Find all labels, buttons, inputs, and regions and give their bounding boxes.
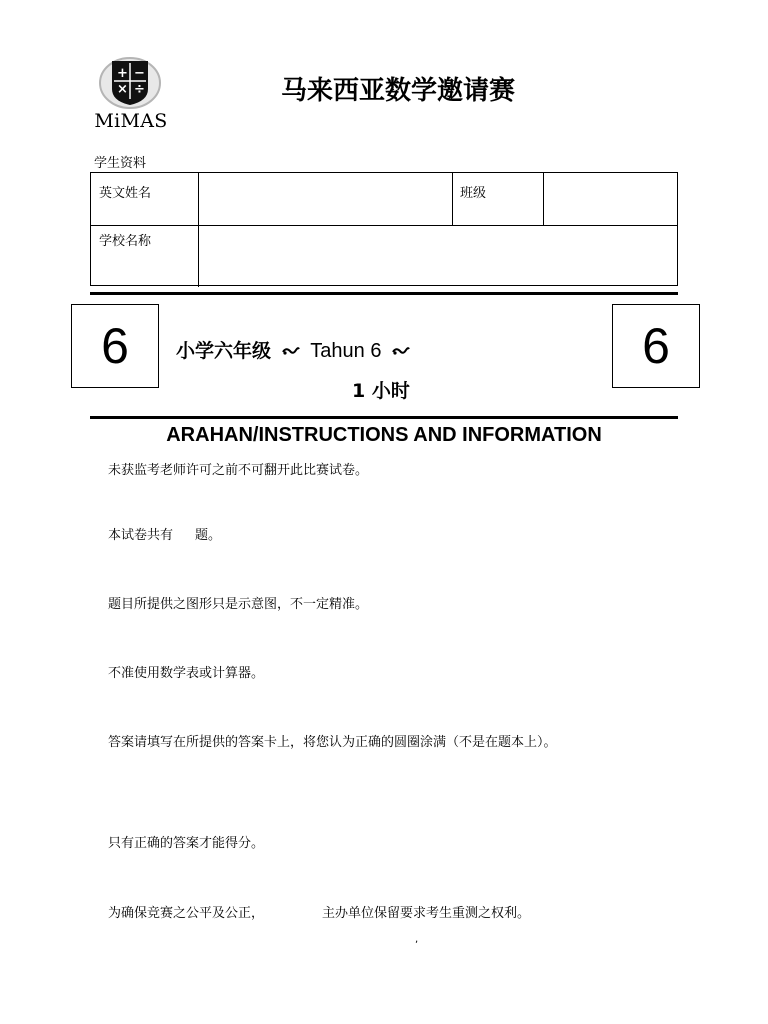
grade-box-left: 6	[71, 304, 159, 388]
school-name-label: 学校名称	[99, 234, 152, 249]
instruction-text: 本试卷共有	[108, 528, 174, 543]
svg-text:−: −	[134, 66, 145, 81]
instruction-item	[108, 524, 221, 543]
class-label: 班级	[460, 186, 487, 201]
english-name-field[interactable]	[199, 173, 452, 225]
instruction-item: 未获监考老师许可之前不可翻开此比赛试卷。	[108, 463, 369, 478]
svg-text:+: +	[117, 66, 128, 81]
table-divider	[452, 173, 453, 226]
instruction-text: 题。	[195, 528, 222, 543]
grade-line	[176, 336, 414, 363]
instruction-item: 答案请填写在所提供的答案卡上，将您认为正确的圆圈涂满（不是在题本上）。	[108, 735, 557, 750]
page-title: 马来西亚数学邀请赛	[280, 76, 515, 106]
logo-text: MiMAS	[94, 110, 168, 132]
svg-text:÷: ÷	[134, 82, 145, 97]
instruction-item: 不准使用数学表或计算器。	[108, 666, 265, 681]
class-field[interactable]	[544, 173, 677, 225]
english-name-label: 英文姓名	[99, 186, 152, 201]
student-info-caption: 学生资料	[94, 156, 147, 171]
student-info-table	[90, 172, 678, 286]
grade-box-right: 6	[612, 304, 700, 388]
instruction-text: 为确保竞赛之公平及公正，	[108, 906, 265, 921]
exam-duration: 1 小时	[352, 380, 410, 402]
grade-chinese: 小学六年级	[176, 340, 272, 362]
divider-rule	[90, 416, 678, 419]
divider-rule	[90, 292, 678, 295]
instruction-item: 题目所提供之图形只是示意图，不一定精准。	[108, 597, 369, 612]
footer-mark: ,	[415, 934, 419, 945]
svg-text:×: ×	[117, 82, 128, 97]
ornament-swirl-icon	[282, 344, 300, 360]
grade-malay: Tahun 6	[310, 340, 382, 362]
instruction-item: 只有正确的答案才能得分。	[108, 836, 265, 851]
instruction-text: 主办单位保留要求考生重测之权利。	[322, 906, 531, 921]
school-name-field[interactable]	[199, 226, 677, 285]
instructions-heading: ARAHAN/INSTRUCTIONS AND INFORMATION	[166, 424, 602, 446]
ornament-swirl-icon	[392, 344, 410, 360]
instruction-item	[108, 902, 530, 921]
